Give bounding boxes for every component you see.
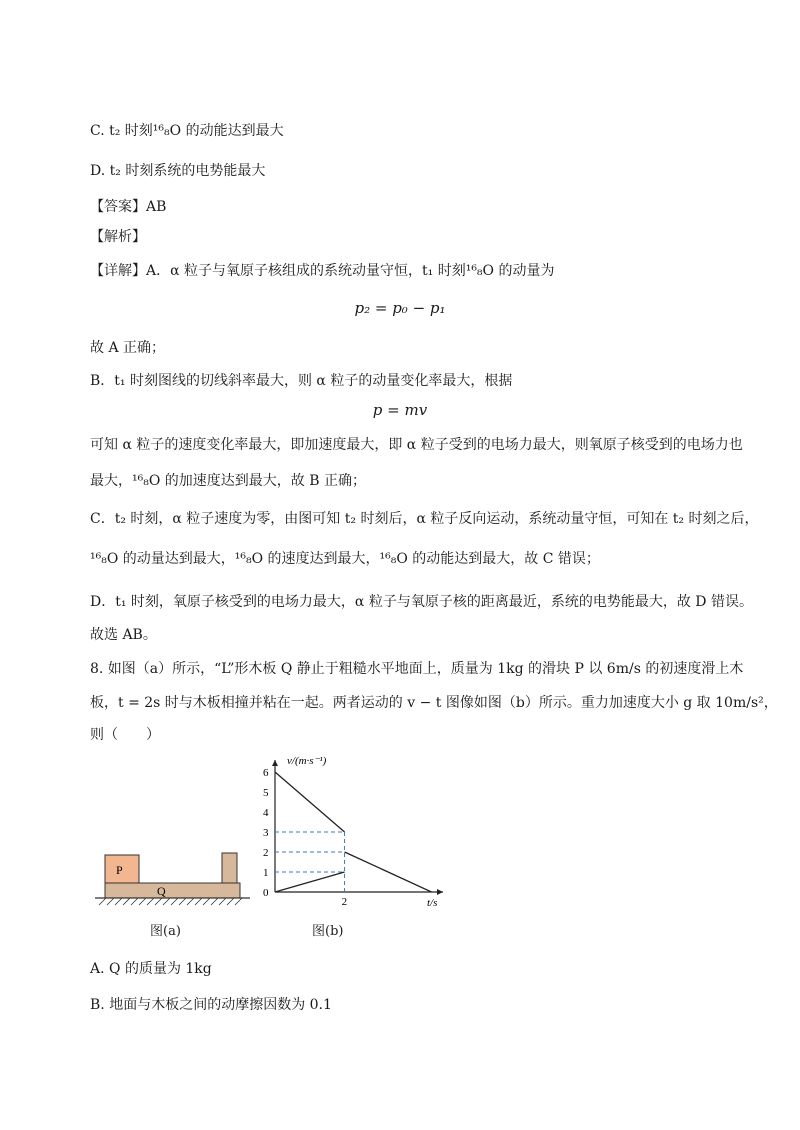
board-wall — [222, 853, 237, 883]
detail-c: C．t₂ 时刻，α 粒子速度为零，由图可知 t₂ 时刻后，α 粒子反向运动，系统动量守恒，可知在 t₂ 时刻之后， — [90, 511, 759, 527]
y-tick-label-0: 0 — [263, 887, 269, 899]
y-tick-label-1: 1 — [263, 867, 269, 879]
series-line-p — [275, 772, 345, 832]
y-tick-label-5: 5 — [263, 787, 269, 799]
label-q: Q — [157, 884, 166, 898]
detail-d: D．t₁ 时刻，氧原子核受到的电场力最大，α 粒子与氧原子核的距离最近，系统的电势能最大，故 D 错误。 — [90, 594, 753, 610]
question-8-line1: 8. 如图（a）所示，“L”形木板 Q 静止于粗糙水平地面上，质量为 1kg 的滑块 P 以 6m/s 的初速度滑上木 — [90, 661, 744, 677]
x-axis-arrow — [437, 889, 443, 895]
x-tick-label-2: 2 — [341, 896, 348, 908]
option-d-prev: D. t₂ 时刻系统的电势能最大 — [90, 163, 266, 179]
figure-a-caption: 图(a) — [150, 924, 181, 939]
board-q — [105, 883, 240, 898]
figure-b-chart — [250, 752, 450, 912]
question-8-line3: 则（ ） — [90, 727, 160, 743]
series-line-q — [275, 872, 345, 892]
series-line-p-q — [345, 852, 432, 892]
x-axis-label: t/s — [427, 897, 438, 909]
question-8-line2: 板，t = 2s 时与木板相撞并粘在一起。两者运动的 v − t 图像如图（b）所示。重力加速度大小 g 取 10m/s²， — [90, 695, 778, 711]
answer-label: 【答案】AB — [90, 199, 167, 215]
option-c-prev: C. t₂ 时刻¹⁶₈O 的动能达到最大 — [90, 123, 284, 139]
detail-a: 【详解】A．α 粒子与氧原子核组成的系统动量守恒，t₁ 时刻¹⁶₈O 的动量为 — [90, 263, 555, 279]
analysis-label: 【解析】 — [90, 229, 146, 245]
y-tick-label-3: 3 — [263, 827, 269, 839]
detail-b: B．t₁ 时刻图线的切线斜率最大，则 α 粒子的动量变化率最大，根据 — [90, 373, 513, 389]
option-b: B. 地面与木板之间的动摩擦因数为 0.1 — [90, 997, 332, 1013]
y-tick-label-4: 4 — [263, 807, 269, 819]
label-p: P — [116, 863, 123, 877]
y-axis-label: v/(m·s⁻¹) — [287, 755, 327, 767]
detail-b3: 最大，¹⁶₈O 的加速度达到最大，故 B 正确； — [90, 473, 366, 489]
y-tick-label-2: 2 — [263, 847, 269, 859]
detail-b2: 可知 α 粒子的速度变化率最大，即加速度最大，即 α 粒子受到的电场力最大，则氧原子核受到的电场力也 — [90, 437, 743, 453]
option-a: A. Q 的质量为 1kg — [90, 961, 212, 977]
formula-p-mv: p = mv — [372, 401, 428, 419]
figure-a — [95, 850, 255, 910]
formula-momentum: p₂ = p₀ − p₁ — [354, 299, 446, 317]
final-choice: 故选 AB。 — [90, 627, 157, 643]
ground-hatch — [99, 898, 242, 905]
y-tick-label-6: 6 — [263, 767, 269, 779]
figure-b-caption: 图(b) — [312, 924, 344, 939]
conclusion-a: 故 A 正确； — [90, 340, 166, 356]
detail-c2: ¹⁶₈O 的动量达到最大，¹⁶₈O 的速度达到最大，¹⁶₈O 的动能达到最大，故 C 错误； — [90, 551, 600, 567]
y-axis-arrow — [272, 760, 278, 766]
